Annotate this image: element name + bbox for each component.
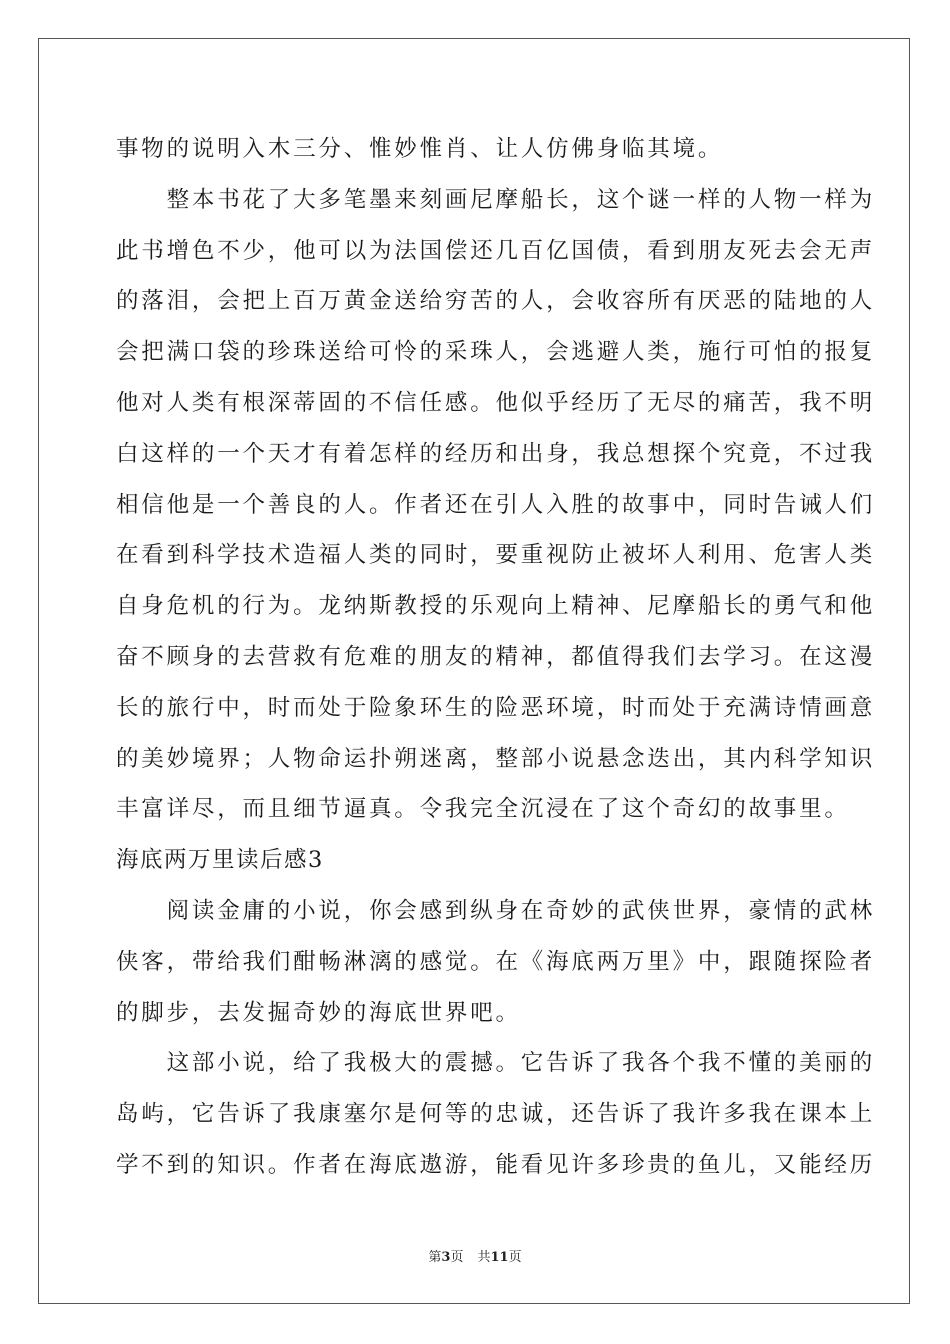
- text-line: 此书增色不少，他可以为法国偿还几百亿国债，看到朋友死去会无声: [116, 237, 876, 264]
- text-line: 奋不顾身的去营救有危难的朋友的精神，都值得我们去学习。在这漫: [116, 643, 876, 670]
- page-indicator: [428, 1246, 463, 1265]
- text-line: 在看到科学技术造福人类的同时，要重视防止被坏人利用、危害人类: [116, 542, 876, 569]
- text-line: 的脚步，去发掘奇妙的海底世界吧。: [116, 999, 521, 1026]
- total-label-suffix: 页: [508, 1250, 522, 1265]
- page-number: 3: [441, 1250, 451, 1265]
- text-line: 的美妙境界；人物命运扑朔迷离，整部小说悬念迭出，其内科学知识: [116, 745, 876, 772]
- text-line: 长的旅行中，时而处于险象环生的险恶环境，时而处于充满诗情画意: [116, 694, 876, 721]
- section-heading: 海底两万里读后感3: [116, 847, 324, 874]
- text-line: 侠客，带给我们酣畅淋漓的感觉。在《海底两万里》中，跟随探险者: [116, 948, 876, 975]
- text-line: 阅读金庸的小说，你会感到纵身在奇妙的武侠世界，豪情的武林: [116, 897, 876, 924]
- total-label-prefix: 共: [477, 1250, 491, 1265]
- page-label-suffix: 页: [450, 1250, 464, 1265]
- text-line: 白这样的一个天才有着怎样的经历和出身，我总想探个究竟，不过我: [116, 440, 876, 467]
- text-line: 他对人类有根深蒂固的不信任感。他似乎经历了无尽的痛苦，我不明: [116, 389, 876, 416]
- text-line: 岛屿，它告诉了我康塞尔是何等的忠诚，还告诉了我许多我在课本上: [116, 1101, 876, 1128]
- text-line: 会把满口袋的珍珠送给可怜的采珠人，会逃避人类，施行可怕的报复: [116, 339, 876, 366]
- page-footer: [0, 1246, 950, 1265]
- text-line: 事物的说明入木三分、惟妙惟肖、让人仿佛身临其境。: [116, 136, 724, 162]
- text-line: 整本书花了大多笔墨来刻画尼摩船长，这个谜一样的人物一样为: [116, 186, 876, 213]
- text-line: 的落泪，会把上百万黄金送给穷苦的人，会收容所有厌恶的陆地的人: [116, 288, 876, 315]
- text-line: 相信他是一个善良的人。作者还在引人入胜的故事中，同时告诫人们: [116, 491, 876, 518]
- text-line: 丰富详尽，而且细节逼真。令我完全沉浸在了这个奇幻的故事里。: [116, 796, 850, 823]
- text-line: 学不到的知识。作者在海底遨游，能看见许多珍贵的鱼儿，又能经历: [116, 1151, 876, 1178]
- total-indicator: [477, 1246, 521, 1265]
- document-body: [116, 130, 876, 1197]
- text-line: 自身危机的行为。龙纳斯教授的乐观向上精神、尼摩船长的勇气和他: [116, 593, 876, 620]
- page-label-prefix: 第: [428, 1250, 442, 1265]
- text-line: 这部小说，给了我极大的震撼。它告诉了我各个我不懂的美丽的: [116, 1050, 876, 1077]
- total-pages: 11: [490, 1250, 509, 1265]
